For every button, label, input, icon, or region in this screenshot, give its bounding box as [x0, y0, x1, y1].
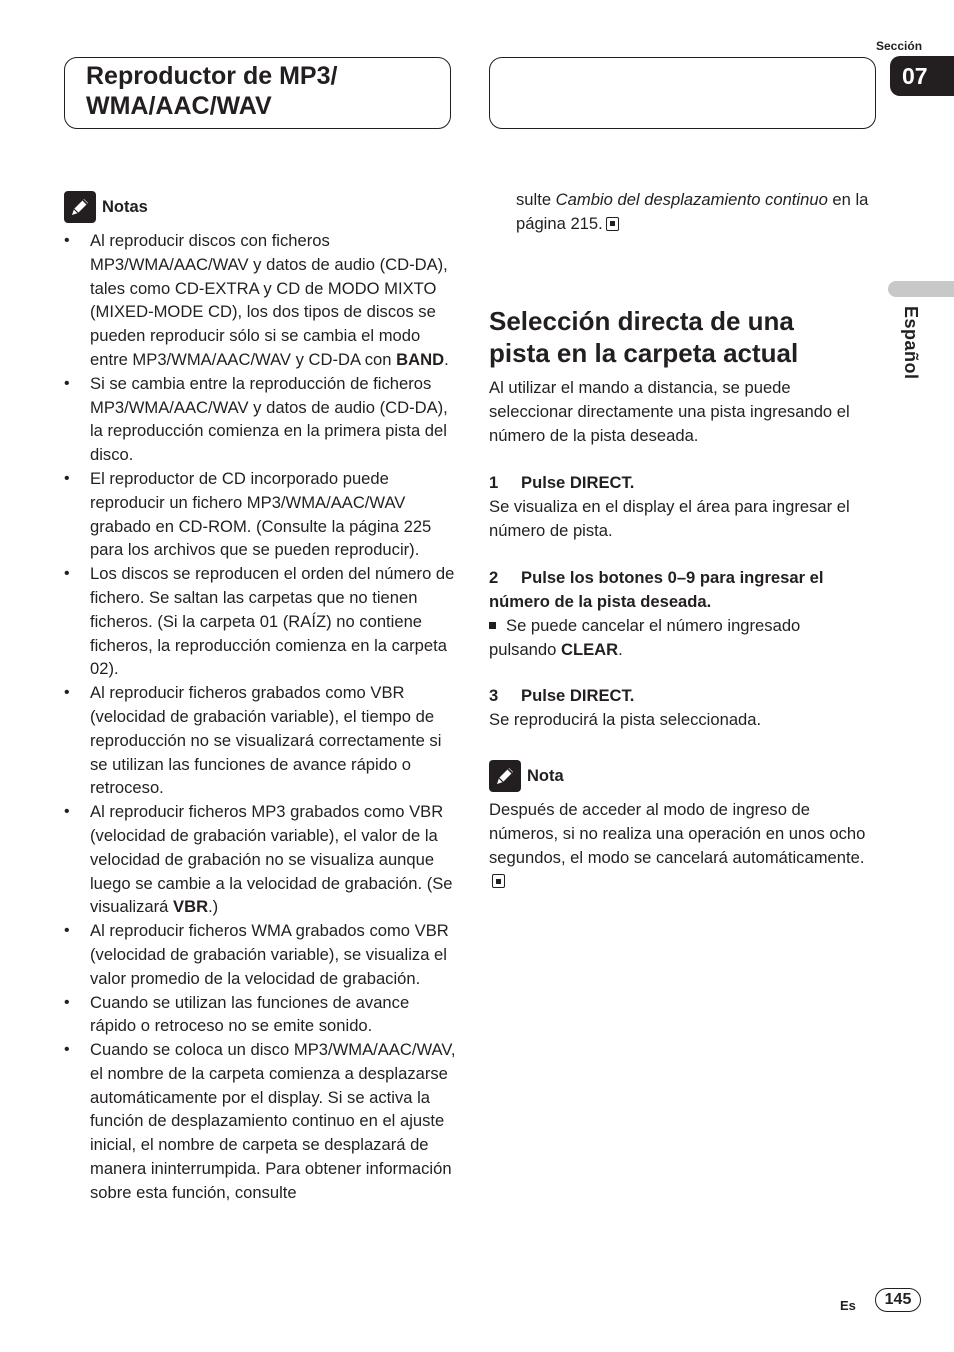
note-item: • Al reproducir ficheros MP3 grabados como VBR (velocidad de grabación variable), el valor de la velocidad de grabación no se visualiza aunque luego se cambie a la velocidad de grabación. (Se visualizará VBR.): [64, 800, 456, 919]
language-label: Español: [901, 306, 921, 380]
notes-heading-label: Notas: [102, 197, 148, 216]
step-2-subnote: Se puede cancelar el número ingresado pulsando CLEAR.: [489, 616, 801, 659]
footer-lang-code: Es: [840, 1298, 856, 1313]
page-number: 145: [875, 1288, 921, 1312]
step-1-title: 1 Pulse DIRECT.: [489, 473, 635, 492]
step-3-title: 3 Pulse DIRECT.: [489, 686, 635, 705]
note-item: • Al reproducir ficheros WMA grabados como VBR (velocidad de grabación variable), se visualiza el valor promedio de la velocidad de grabación.: [64, 919, 456, 990]
note-text: Después de acceder al modo de ingreso de números, si no realiza una operación en unos ocho segundos, el modo se cancelará automáticamente.: [489, 798, 874, 893]
step-1-body: Se visualiza en el display el área para ingresar el número de pista.: [489, 497, 850, 540]
intro-text: Al utilizar el mando a distancia, se puede seleccionar directamente una pista ingresando el número de la pista deseada.: [489, 378, 850, 445]
step-3-body: Se reproducirá la pista seleccionada.: [489, 710, 762, 729]
note-heading: [489, 760, 564, 792]
note-item: • Cuando se utilizan las funciones de avance rápido o retroceso no se emite sonido.: [64, 991, 456, 1039]
notes-heading: [64, 191, 148, 223]
section-number-tab: 07: [890, 56, 954, 96]
step-2-title: 2 Pulse los botones 0–9 para ingresar el número de la pista deseada.: [489, 568, 824, 611]
page-title: [86, 61, 446, 121]
continuation-text: sulte Cambio del desplazamiento continuo en la página 215.: [516, 190, 869, 233]
notes-list: [64, 229, 456, 1205]
note-heading-label: Nota: [527, 766, 564, 785]
note-item: • Los discos se reproducen el orden del número de fichero. Se saltan las carpetas que no tienen ficheros. (Si la carpeta 01 (RAÍZ) no contiene ficheros, la reproducción comienza en la carpeta 02).: [64, 562, 456, 681]
note-item: • Cuando se coloca un disco MP3/WMA/AAC/WAV, el nombre de la carpeta comienza a desplazarse automáticamente por el display. Si se activa la función de desplazamiento continuo en el ajuste inicial, el nombre de carpeta se desplazará de manera ininterrumpida. Para obtener información sobre esta función, consulte: [64, 1038, 456, 1205]
note-item: • Al reproducir ficheros grabados como VBR (velocidad de grabación variable), el tiempo de reproducción no se visualizará correctamente si se utilizan las funciones de avance rápido o retroceso.: [64, 681, 456, 800]
page-title-line1: Reproductor de MP3/: [86, 62, 338, 90]
header-empty-box: [489, 57, 876, 129]
page-title-line2: WMA/AAC/WAV: [86, 92, 272, 120]
note-item: • Si se cambia entre la reproducción de ficheros MP3/WMA/AAC/WAV y datos de audio (CD-DA), la reproducción comienza en la primera pista del disco.: [64, 372, 456, 467]
pencil-note-icon: [489, 760, 521, 792]
section-label: Sección: [876, 39, 923, 53]
end-mark-icon: [606, 217, 619, 231]
section-heading: Selección directa de una pista en la carpeta actual: [489, 306, 799, 368]
end-mark-icon: [492, 874, 505, 888]
note-item: • El reproductor de CD incorporado puede reproducir un fichero MP3/WMA/AAC/WAV grabado en CD-ROM. (Consulte la página 225 para los archivos que se pueden reproducir).: [64, 467, 456, 562]
square-bullet-icon: [489, 622, 496, 629]
pencil-note-icon: [64, 191, 96, 223]
note-item: • Al reproducir discos con ficheros MP3/WMA/AAC/WAV y datos de audio (CD-DA), tales como CD-EXTRA y CD de MODO MIXTO (MIXED-MODE CD), los dos tipos de discos se pueden reproducir sólo si se cambia el modo entre MP3/WMA/AAC/WAV y CD-DA con BAND.: [64, 229, 456, 372]
language-tab: [888, 281, 954, 297]
